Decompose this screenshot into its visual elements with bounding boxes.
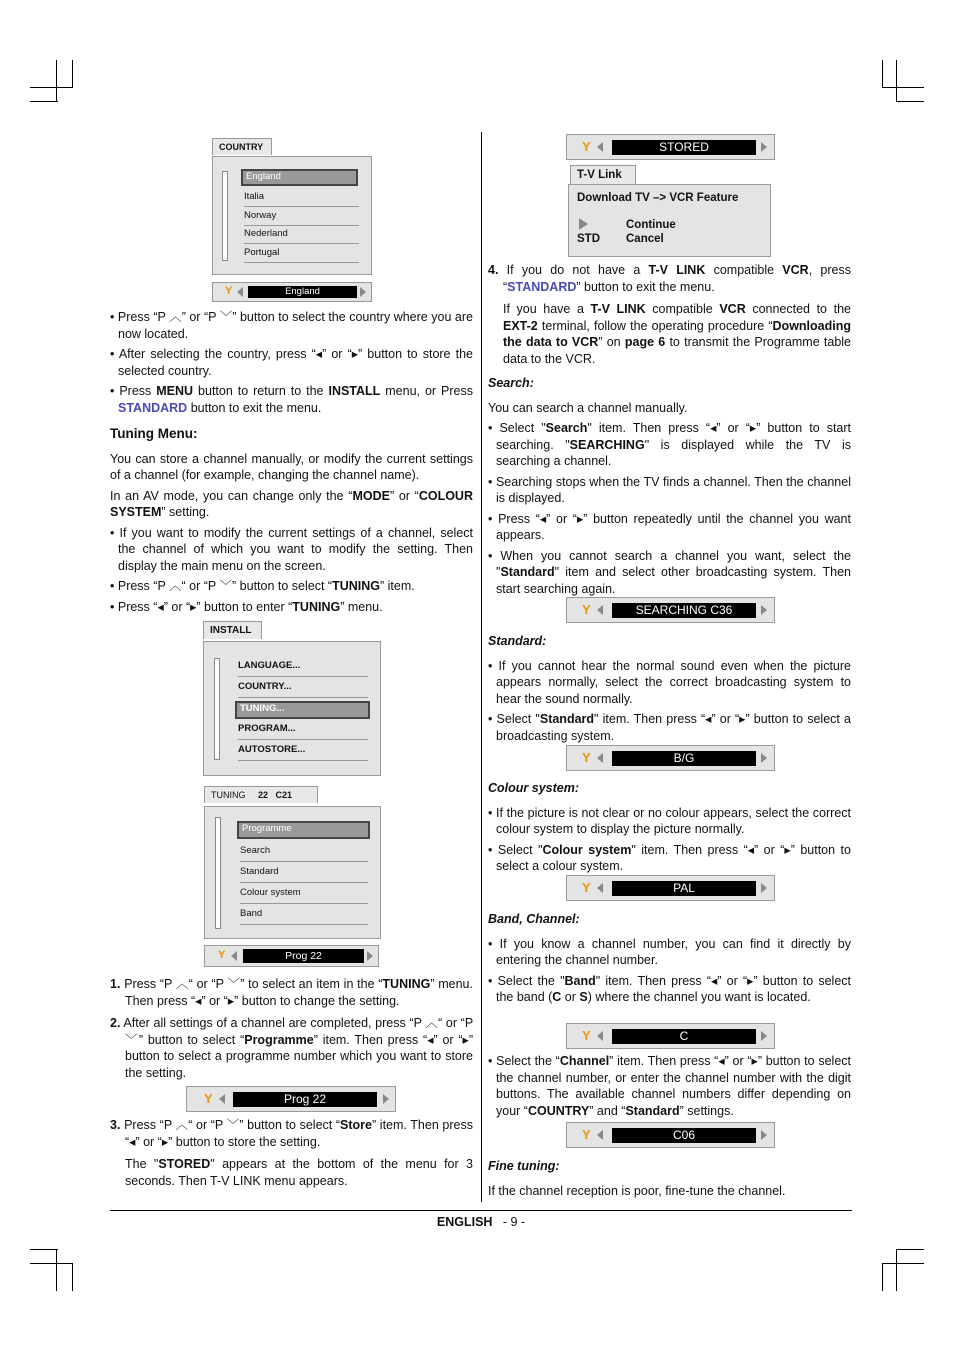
install-item-language[interactable]: LANGUAGE... <box>238 660 368 677</box>
footer-page: - 9 - <box>502 1215 526 1229</box>
bullet-search-repeat: • Press “◂” or “▸” button repeatedly until the channel you want appears. <box>488 511 851 542</box>
triangle-left-icon[interactable] <box>597 883 603 893</box>
tuning-heading: Tuning Menu: <box>110 426 198 441</box>
tuning-bar-value: Prog 22 <box>243 949 364 963</box>
bullet-band-know: • If you know a channel number, you can find it directly by entering the channel number. <box>488 936 851 967</box>
country-item-england[interactable]: England <box>241 169 358 186</box>
tvlink-download-line: Download TV –> VCR Feature <box>577 192 739 204</box>
country-tab: COUNTRY <box>212 138 272 155</box>
country-bar-value: England <box>248 286 357 298</box>
bullet-colour-clear: • If the picture is not clear or no colour appears, select the correct colour system to display the picture normally. <box>488 805 851 836</box>
tuning-fork-icon: Y <box>582 880 591 895</box>
bullet-channel-select: • Select the “Channel” item. Then press “◂” or “▸” button to select the channel number, or enter the channel number with the digit buttons. The available channel numbers differ depending on your “COUNTRY” and “Standard” settings. <box>488 1054 851 1118</box>
bullet-select-country: • Press “P ︿” or “P ﹀” button to select the country where you are now located. <box>110 310 473 341</box>
country-item-portugal[interactable]: Portugal <box>244 247 359 263</box>
install-item-country[interactable]: COUNTRY... <box>238 681 368 698</box>
chevron-down-icon: ﹀ <box>219 310 233 324</box>
triangle-right-icon: ▸ <box>351 347 359 361</box>
triangle-right-icon[interactable] <box>761 1130 767 1140</box>
pal-bar-value: PAL <box>612 881 756 896</box>
step-4: 4. If you do not have a T-V LINK compatible VCR, press “STANDARD” button to exit the menu. <box>488 263 851 294</box>
triangle-left-icon[interactable] <box>597 753 603 763</box>
right-band <box>488 903 851 1010</box>
tuning-panel <box>204 806 381 939</box>
triangle-right-icon[interactable] <box>761 753 767 763</box>
tvlink-std: STD <box>577 233 600 245</box>
standard-heading: Standard: <box>488 634 547 648</box>
triangle-right-icon[interactable] <box>360 287 366 297</box>
footer <box>110 1215 852 1229</box>
right-channel <box>488 1053 851 1123</box>
right-colour <box>488 772 851 879</box>
tuning-fork-icon: Y <box>582 139 591 154</box>
bullet-search-standard: • When you cannot search a channel you want, select the "Standard" item and select other broadcasting system. Then start searching again. <box>488 548 851 596</box>
c06-bar <box>566 1122 775 1148</box>
searching-bar <box>566 597 775 623</box>
tuning-fork-icon: Y <box>582 602 591 617</box>
tvlink-menu <box>568 165 772 257</box>
tuning-fork-icon: Y <box>218 949 226 961</box>
install-item-program[interactable]: PROGRAM... <box>238 723 368 740</box>
tuning-item-band[interactable]: Band <box>240 908 368 925</box>
step-4-tvlink: If you have a T-V LINK compatible VCR connected to the EXT-2 terminal, follow the operating procedure “Downloading the data to VCR” on page 6 to transmit the Programme table data to the VCR. <box>503 302 852 366</box>
scrollbar[interactable] <box>215 817 221 929</box>
country-bar <box>212 282 372 302</box>
bullet-enter-tuning: • Press “◂” or “▸” button to enter “TUNING” menu. <box>110 599 383 614</box>
c-bar-value: C <box>612 1029 756 1044</box>
stored-bar-value: STORED <box>612 140 756 155</box>
triangle-right-icon[interactable] <box>367 951 373 961</box>
triangle-left-icon[interactable] <box>597 142 603 152</box>
scrollbar[interactable] <box>214 658 220 760</box>
bullet-standard-select: • Select "Standard" item. Then press “◂” or “▸” button to select a broadcasting system. <box>488 712 851 743</box>
triangle-left-icon: ◂ <box>315 347 323 361</box>
tvlink-panel <box>568 184 771 257</box>
c06-bar-value: C06 <box>612 1128 756 1143</box>
search-heading: Search: <box>488 376 534 390</box>
triangle-left-icon[interactable] <box>597 1130 603 1140</box>
bullet-return-menu: • Press MENU button to return to the INSTALL menu, or Press STANDARD button to exit the menu. <box>110 384 473 415</box>
tuning-intro: You can store a channel manually, or modify the current settings of a channel (for example, changing the channel name). <box>110 451 473 482</box>
tvlink-tab: T-V Link <box>570 165 636 184</box>
c-bar <box>566 1023 775 1049</box>
triangle-right-icon <box>579 218 588 230</box>
bg-bar-value: B/G <box>612 751 756 766</box>
bullet-band-select: • Select the "Band" item. Then press “◂” or “▸” button to select the band (C or S) where the channel you want is located. <box>488 973 851 1004</box>
install-item-autostore[interactable]: AUTOSTORE... <box>238 744 368 761</box>
triangle-right-icon[interactable] <box>761 605 767 615</box>
tuning-fork-icon: Y <box>582 1028 591 1043</box>
country-item-italia[interactable]: Italia <box>244 191 359 207</box>
tuning-av-mode: In an AV mode, you can change only the “MODE” or “COLOUR SYSTEM” setting. <box>110 488 473 519</box>
step-3: 3. Press “P ︿“ or “P ﹀” button to select “Store” item. Then press “◂” or “▸” button to store the setting. <box>110 1118 473 1149</box>
pal-bar <box>566 875 775 901</box>
tuning-fork-icon: Y <box>225 285 233 297</box>
triangle-right-icon[interactable] <box>761 883 767 893</box>
fine-text: If the channel reception is poor, fine-tune the channel. <box>488 1183 786 1198</box>
triangle-right-icon[interactable] <box>383 1094 389 1104</box>
tuning-item-colour-system[interactable]: Colour system <box>240 887 368 904</box>
country-item-norway[interactable]: Norway <box>244 210 359 226</box>
step-2: 2. After all settings of a channel are completed, press “P ︿“ or “P ﹀” button to select “Programme” item. Then press “◂” or “▸” button to select a programme number which you want to store the setting. <box>110 1016 473 1080</box>
country-item-nederland[interactable]: Nederland <box>244 228 359 244</box>
right-step4 <box>488 262 851 601</box>
colour-heading: Colour system: <box>488 781 579 795</box>
bullet-select-tuning: • Press “P ︿“ or “P ﹀” button to select “TUNING” item. <box>110 579 415 593</box>
install-menu <box>203 621 381 776</box>
tuning-item-standard[interactable]: Standard <box>240 866 368 883</box>
bullet-modify-channel: • If you want to modify the current settings of a channel, select the channel of which you want to modify the setting. Then display the main menu on the screen. <box>110 525 473 573</box>
bullet-store-country: • After selecting the country, press “◂” or “▸” button to store the selected country. <box>110 347 474 378</box>
tuning-menu <box>204 786 382 970</box>
install-panel <box>203 641 381 776</box>
chevron-up-icon: ︿ <box>169 310 182 324</box>
tuning-bar <box>204 945 379 967</box>
footer-rule <box>110 1210 852 1211</box>
install-tab: INSTALL <box>203 621 262 639</box>
left-column-top <box>110 309 473 619</box>
right-fine <box>488 1150 851 1203</box>
bullet-colour-select: • Select "Colour system" item. Then press “◂” or “▸” button to select a colour system. <box>488 842 851 873</box>
tvlink-continue[interactable]: Continue <box>626 219 676 231</box>
prog-bar-value: Prog 22 <box>233 1092 377 1107</box>
tuning-tab: TUNING 22 C21 <box>204 786 318 803</box>
triangle-left-icon[interactable] <box>597 605 603 615</box>
country-panel <box>212 156 372 275</box>
triangle-left-icon[interactable] <box>237 287 243 297</box>
step-1: 1. Press “P ︿“ or “P ﹀” to select an item in the “TUNING” menu. Then press “◂” or “▸” button to change the setting. <box>110 977 473 1008</box>
install-item-tuning[interactable]: TUNING... <box>235 701 370 719</box>
band-heading: Band, Channel: <box>488 912 580 926</box>
column-divider <box>481 132 482 1202</box>
left-column-step3 <box>110 1117 473 1193</box>
triangle-left-icon[interactable] <box>219 1094 225 1104</box>
tvlink-cancel[interactable]: Cancel <box>626 233 664 245</box>
bullet-standard-sound: • If you cannot hear the normal sound even when the picture appears normally, select the correct broadcasting system to hear the sound normally. <box>488 658 851 706</box>
triangle-left-icon[interactable] <box>597 1031 603 1041</box>
right-standard <box>488 625 851 748</box>
tuning-item-search[interactable]: Search <box>240 845 368 862</box>
fine-heading: Fine tuning: <box>488 1159 560 1173</box>
tuning-fork-icon: Y <box>582 1127 591 1142</box>
step-3-stored: The "STORED" appears at the bottom of the menu for 3 seconds. Then T-V LINK menu appears. <box>125 1157 473 1188</box>
tuning-fork-icon: Y <box>582 750 591 765</box>
search-intro: You can search a channel manually. <box>488 400 688 415</box>
triangle-right-icon[interactable] <box>761 1031 767 1041</box>
searching-bar-value: SEARCHING C36 <box>612 603 756 618</box>
bg-bar <box>566 745 775 771</box>
bullet-search-start: • Select "Search" item. Then press “◂” or “▸” button to start searching. "SEARCHING" is displayed while the TV is searching a channel. <box>488 421 851 468</box>
country-menu <box>212 138 372 302</box>
left-column-steps <box>110 976 473 1087</box>
footer-lang: ENGLISH <box>436 1215 493 1229</box>
tuning-item-programme[interactable]: Programme <box>237 821 370 839</box>
bullet-search-stops: • Searching stops when the TV finds a channel. Then the channel is displayed. <box>488 474 851 505</box>
scrollbar[interactable] <box>222 171 228 261</box>
prog-bar <box>186 1086 396 1112</box>
tuning-fork-icon: Y <box>204 1091 213 1106</box>
stored-bar <box>566 134 775 160</box>
triangle-right-icon[interactable] <box>761 142 767 152</box>
triangle-left-icon[interactable] <box>231 951 237 961</box>
